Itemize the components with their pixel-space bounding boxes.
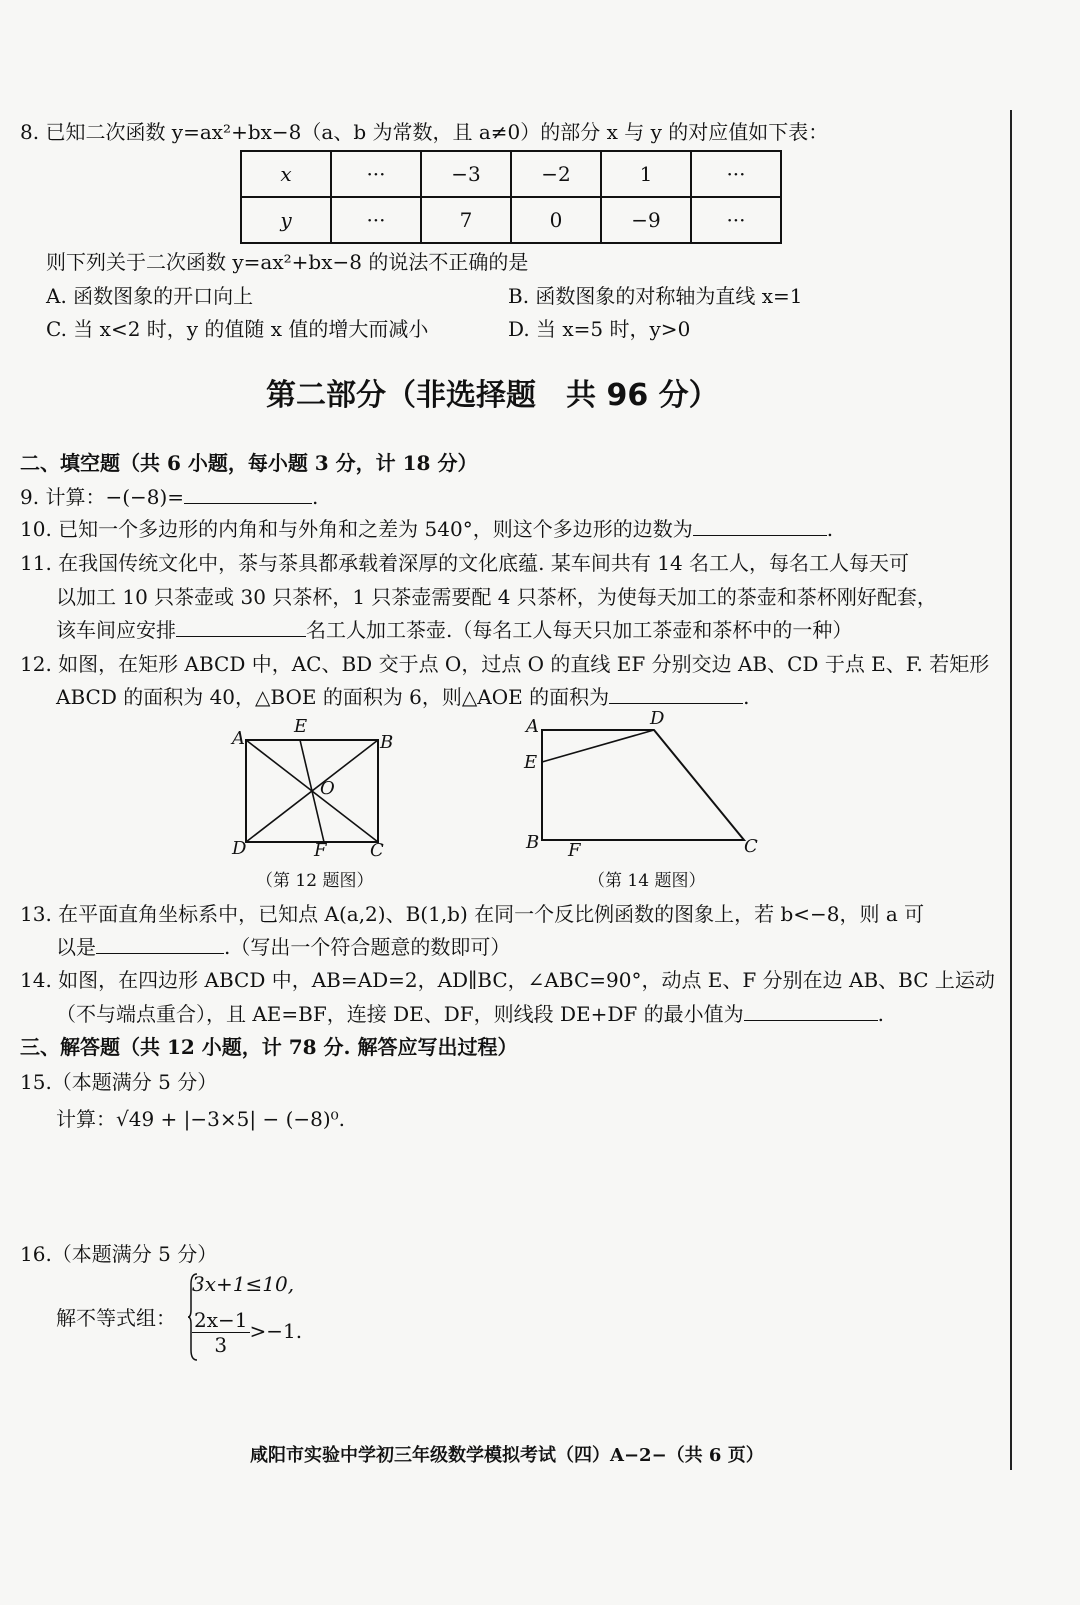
fraction-numerator: 2x−1 xyxy=(194,1308,248,1332)
figure-14 xyxy=(526,712,766,852)
fig12-label-f: F xyxy=(314,840,327,861)
q10: 10. 已知一个多边形的内角和与外角和之差为 540°，则这个多边形的边数为 . xyxy=(20,517,834,541)
q15-head: 15.（本题满分 5 分） xyxy=(20,1070,218,1094)
table-cell: −3 xyxy=(421,151,511,197)
fig12-label-a: A xyxy=(232,728,245,749)
q15-body: 计算：√49 + |−3×5| − (−8)⁰. xyxy=(56,1107,346,1131)
q13-text-b: .（写出一个符合题意的数即可） xyxy=(224,935,511,959)
table-cell: y xyxy=(241,197,331,243)
part2-title: 第二部分（非选择题 共 96 分） xyxy=(266,378,719,413)
answer-blank xyxy=(693,534,827,536)
q16-prefix: 解不等式组： xyxy=(56,1306,176,1330)
fig12-label-c: C xyxy=(370,840,384,861)
fig14-caption: （第 14 题图） xyxy=(588,871,706,891)
q16-inequality-2 xyxy=(192,1308,302,1357)
q8-option-b: B. 函数图象的对称轴为直线 x=1 xyxy=(508,284,803,308)
fig12-caption: （第 12 题图） xyxy=(256,871,374,891)
fig14-label-e: E xyxy=(524,752,538,773)
answer-blank xyxy=(744,1019,878,1021)
table-cell: 7 xyxy=(421,197,511,243)
fig12-label-b: B xyxy=(380,732,394,753)
fraction-denominator: 3 xyxy=(214,1333,228,1357)
answer-blank xyxy=(176,635,306,637)
fig14-label-f: F xyxy=(568,840,581,861)
q16-inequality-1: 3x+1≤10, xyxy=(192,1272,295,1296)
page-footer: 咸阳市实验中学初三年级数学模拟考试（四）A−2−（共 6 页） xyxy=(250,1445,764,1466)
q10-text: 10. 已知一个多边形的内角和与外角和之差为 540°，则这个多边形的边数为 xyxy=(20,517,693,541)
answer-blank xyxy=(96,952,224,954)
table-cell: ··· xyxy=(691,151,781,197)
q11-line3 xyxy=(56,614,852,643)
q14-line1: 14. 如图，在四边形 ABCD 中，AB=AD=2，AD∥BC，∠ABC=90°，动点 E、F 分别在边 AB、BC 上运动 xyxy=(20,968,995,992)
q8-question: 则下列关于二次函数 y=ax²+bx−8 的说法不正确的是 xyxy=(46,250,529,274)
table-cell: ··· xyxy=(331,151,421,197)
fraction xyxy=(192,1308,250,1357)
fig12-label-o: O xyxy=(320,778,335,799)
answer-blank xyxy=(609,702,743,704)
fig14-label-d: D xyxy=(650,708,665,729)
trapezoid-abcd xyxy=(542,730,744,840)
q9: 9. 计算：−(−8)= . xyxy=(20,485,319,509)
table-row-y xyxy=(241,197,781,243)
table-cell: ··· xyxy=(331,197,421,243)
table-cell: −2 xyxy=(511,151,601,197)
answer-blank xyxy=(184,502,312,504)
table-cell: −9 xyxy=(601,197,691,243)
q13-text-a: 以是 xyxy=(56,935,96,959)
q8-stem: 8. 已知二次函数 y=ax²+bx−8（a、b 为常数，且 a≠0）的部分 x 与 y 的对应值如下表： xyxy=(20,120,829,144)
fig14-label-b: B xyxy=(526,832,540,853)
q11-text-a: 该车间应安排 xyxy=(56,618,176,642)
q11-line2: 以加工 10 只茶壶或 30 只茶杯，1 只茶壶需要配 4 只茶杯，为使每天加工的茶壶和茶杯刚好配套， xyxy=(56,585,937,609)
q12-line2: ABCD 的面积为 40，△BOE 的面积为 6，则△AOE 的面积为 . xyxy=(56,685,750,709)
q9-text: 9. 计算：−(−8)= xyxy=(20,485,185,509)
table-row-x xyxy=(241,151,781,197)
q12-text: ABCD 的面积为 40，△BOE 的面积为 6，则△AOE 的面积为 xyxy=(56,685,610,709)
q14-text: （不与端点重合），且 AE=BF，连接 DE、DF，则线段 DE+DF 的最小值为 xyxy=(56,1002,744,1026)
q11-text-b: 名工人加工茶壶.（每名工人每天只加工茶壶和茶杯中的一种） xyxy=(306,618,853,642)
q8-option-c: C. 当 x<2 时，y 的值随 x 值的增大而减小 xyxy=(46,317,429,341)
table-cell: 1 xyxy=(601,151,691,197)
section3-heading: 三、解答题（共 12 小题，计 78 分. 解答应写出过程） xyxy=(20,1035,518,1059)
q12-line1: 12. 如图，在矩形 ABCD 中，AC、BD 交于点 O，过点 O 的直线 EF 分别交边 AB、CD 于点 E、F. 若矩形 xyxy=(20,652,990,676)
segment-de xyxy=(542,730,654,762)
q13-line1: 13. 在平面直角坐标系中，已知点 A(a,2)、B(1,b) 在同一个反比例函数的图象上，若 b<−8，则 a 可 xyxy=(20,902,925,926)
fig12-label-e: E xyxy=(294,716,308,737)
page-right-border xyxy=(1010,110,1012,1470)
q11-line1: 11. 在我国传统文化中，茶与茶具都承载着深厚的文化底蕴. 某车间共有 14 名工人，每名工人每天可 xyxy=(20,551,910,575)
q8-option-a: A. 函数图象的开口向上 xyxy=(46,284,254,308)
q16-inequality-2-tail: >−1. xyxy=(249,1319,303,1343)
q8-value-table xyxy=(240,150,782,244)
q16-head: 16.（本题满分 5 分） xyxy=(20,1242,218,1266)
fig14-label-a: A xyxy=(526,716,539,737)
fig14-label-c: C xyxy=(744,836,758,857)
table-cell: ··· xyxy=(691,197,781,243)
section2-heading: 二、填空题（共 6 小题，每小题 3 分，计 18 分） xyxy=(20,451,478,475)
fig12-label-d: D xyxy=(232,838,247,859)
q14-line2: （不与端点重合），且 AE=BF，连接 DE、DF，则线段 DE+DF 的最小值为 . xyxy=(56,1002,885,1026)
q13-line2 xyxy=(56,931,510,960)
q8-option-d: D. 当 x=5 时，y>0 xyxy=(508,317,691,341)
table-cell: 0 xyxy=(511,197,601,243)
table-cell: x xyxy=(241,151,331,197)
